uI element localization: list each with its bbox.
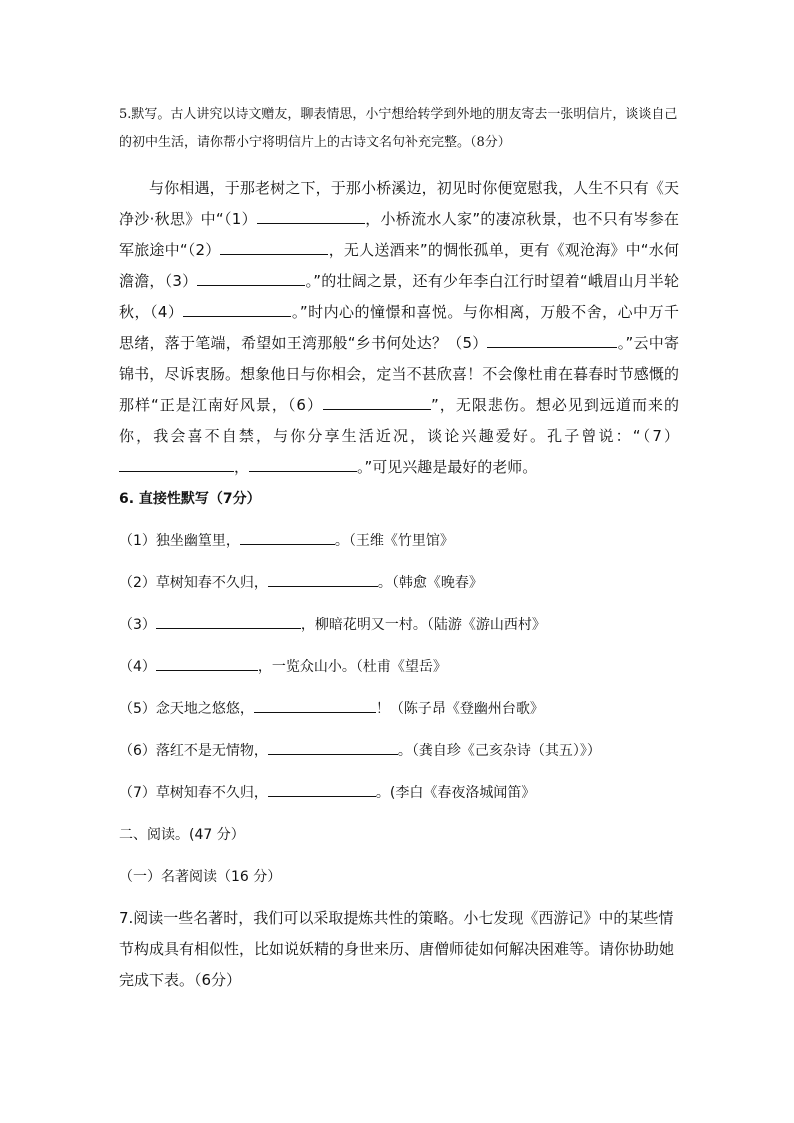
- answer-blank-7b[interactable]: [249, 457, 357, 472]
- answer-blank-1[interactable]: [257, 209, 365, 224]
- question-7: [119, 903, 679, 996]
- postcard-passage: [119, 173, 679, 483]
- question-7-text: 7.阅读一些名著时，我们可以采取提炼共性的策略。小七发现《西游记》中的某些情节构成具有相似性，比如说妖精的身世来历、唐僧师徒如何解决困难等。请你协助她完成下表。（6分）: [119, 909, 675, 989]
- q6-item-2: [119, 572, 483, 592]
- q6-item-5: [119, 698, 544, 718]
- question-5-heading: 5.默写。古人讲究以诗文赠友，聊表情思，小宁想给转学到外地的朋友寄去一张明信片，谈谈自己的初中生活，请你帮小宁将明信片上的古诗文名句补充完整。（8分）: [119, 107, 678, 150]
- q6-item-1-post: 。（王维《竹里馆》: [334, 533, 454, 549]
- q6-item-1: [119, 530, 454, 550]
- q6-item-2-post: 。（韩愈《晚春》: [377, 575, 483, 591]
- q6-blank-1[interactable]: [240, 530, 335, 545]
- q6-blank-5[interactable]: [254, 698, 376, 713]
- q6-blank-6[interactable]: [268, 740, 398, 755]
- q6-item-3-pre: （3）: [119, 617, 156, 633]
- answer-blank-7a[interactable]: [119, 457, 234, 472]
- passage-text-8: ，: [234, 458, 250, 476]
- section-2-heading: 二、阅读。(47 分）: [119, 827, 245, 843]
- q6-item-4: [119, 656, 447, 676]
- q6-item-7: [119, 782, 535, 802]
- answer-blank-2[interactable]: [220, 240, 328, 255]
- answer-blank-4[interactable]: [183, 302, 291, 317]
- q6-item-4-pre: （4）: [119, 659, 156, 675]
- q6-blank-7[interactable]: [268, 782, 376, 797]
- passage-text-6: 。”云中寄锦书，尽诉衷肠。想象他日与你相会，定当不甚欣喜！不会像杜甫在暮春时节感慨的那样“正是江南好风景，（6）: [119, 334, 679, 414]
- q6-item-6-pre: （6）落红不是无情物，: [119, 743, 268, 759]
- q6-item-2-pre: （2）草树知春不久归，: [119, 575, 268, 591]
- answer-blank-5[interactable]: [487, 333, 617, 348]
- passage-text-1: 与你相遇，于那老树之下，于那小桥溪边，初见时你便宽慰我，人生不只有《天净沙·秋思》中“（1）: [119, 179, 679, 228]
- answer-blank-6[interactable]: [323, 395, 431, 410]
- q6-item-5-post: ！（陈子昂《登幽州台歌》: [375, 701, 544, 717]
- q6-item-5-pre: （5）念天地之悠悠，: [119, 701, 254, 717]
- passage-text-2: ，小桥流水人家”的凄凉秋景，也不只有岑参在军旅途中“（2）: [119, 210, 679, 259]
- passage-text-3: ，无人送酒来”的惆怅孤单，更有《观沧海》中“水何澹澹，（3）: [119, 241, 679, 290]
- passage-text-9: 。”可见兴趣是最好的老师。: [357, 458, 538, 476]
- q6-blank-4[interactable]: [156, 656, 258, 671]
- q6-blank-3[interactable]: [156, 614, 301, 629]
- question-6-heading: 6. 直接性默写（7分）: [119, 491, 261, 507]
- subsection-1-heading: （一）名著阅读（16 分）: [119, 869, 282, 885]
- q6-item-4-post: ，一览众山小。（杜甫《望岳》: [257, 659, 447, 675]
- q6-item-7-pre: （7）草树知春不久归，: [119, 785, 268, 801]
- q6-item-3: [119, 614, 546, 634]
- q6-blank-2[interactable]: [268, 572, 378, 587]
- q6-item-3-post: ，柳暗花明又一村。（陆游《游山西村》: [300, 617, 546, 633]
- passage-text-7: ”，无限悲伤。想必见到远道而来的你，我会喜不自禁，与你分享生活近况，谈论兴趣爱好。孔子曾说：“（7）: [119, 396, 679, 445]
- q6-item-1-pre: （1）独坐幽篁里，: [119, 533, 240, 549]
- passage-text-4: 。”的壮阔之景，还有少年李白江行时望着“峨眉山月半轮秋，（4）: [119, 272, 679, 321]
- q6-item-7-post: 。(李白《春夜洛城闻笛》: [375, 785, 536, 801]
- answer-blank-3[interactable]: [197, 271, 305, 286]
- passage-text-5: 。”时内心的憧憬和喜悦。与你相离，万般不舍，心中万千思绪，落于笔端，希望如王湾那般“乡书何处达？（5）: [119, 303, 680, 352]
- q6-item-6-post: 。（龚自珍《己亥杂诗（其五）》）: [397, 743, 601, 759]
- q6-item-6: [119, 740, 601, 760]
